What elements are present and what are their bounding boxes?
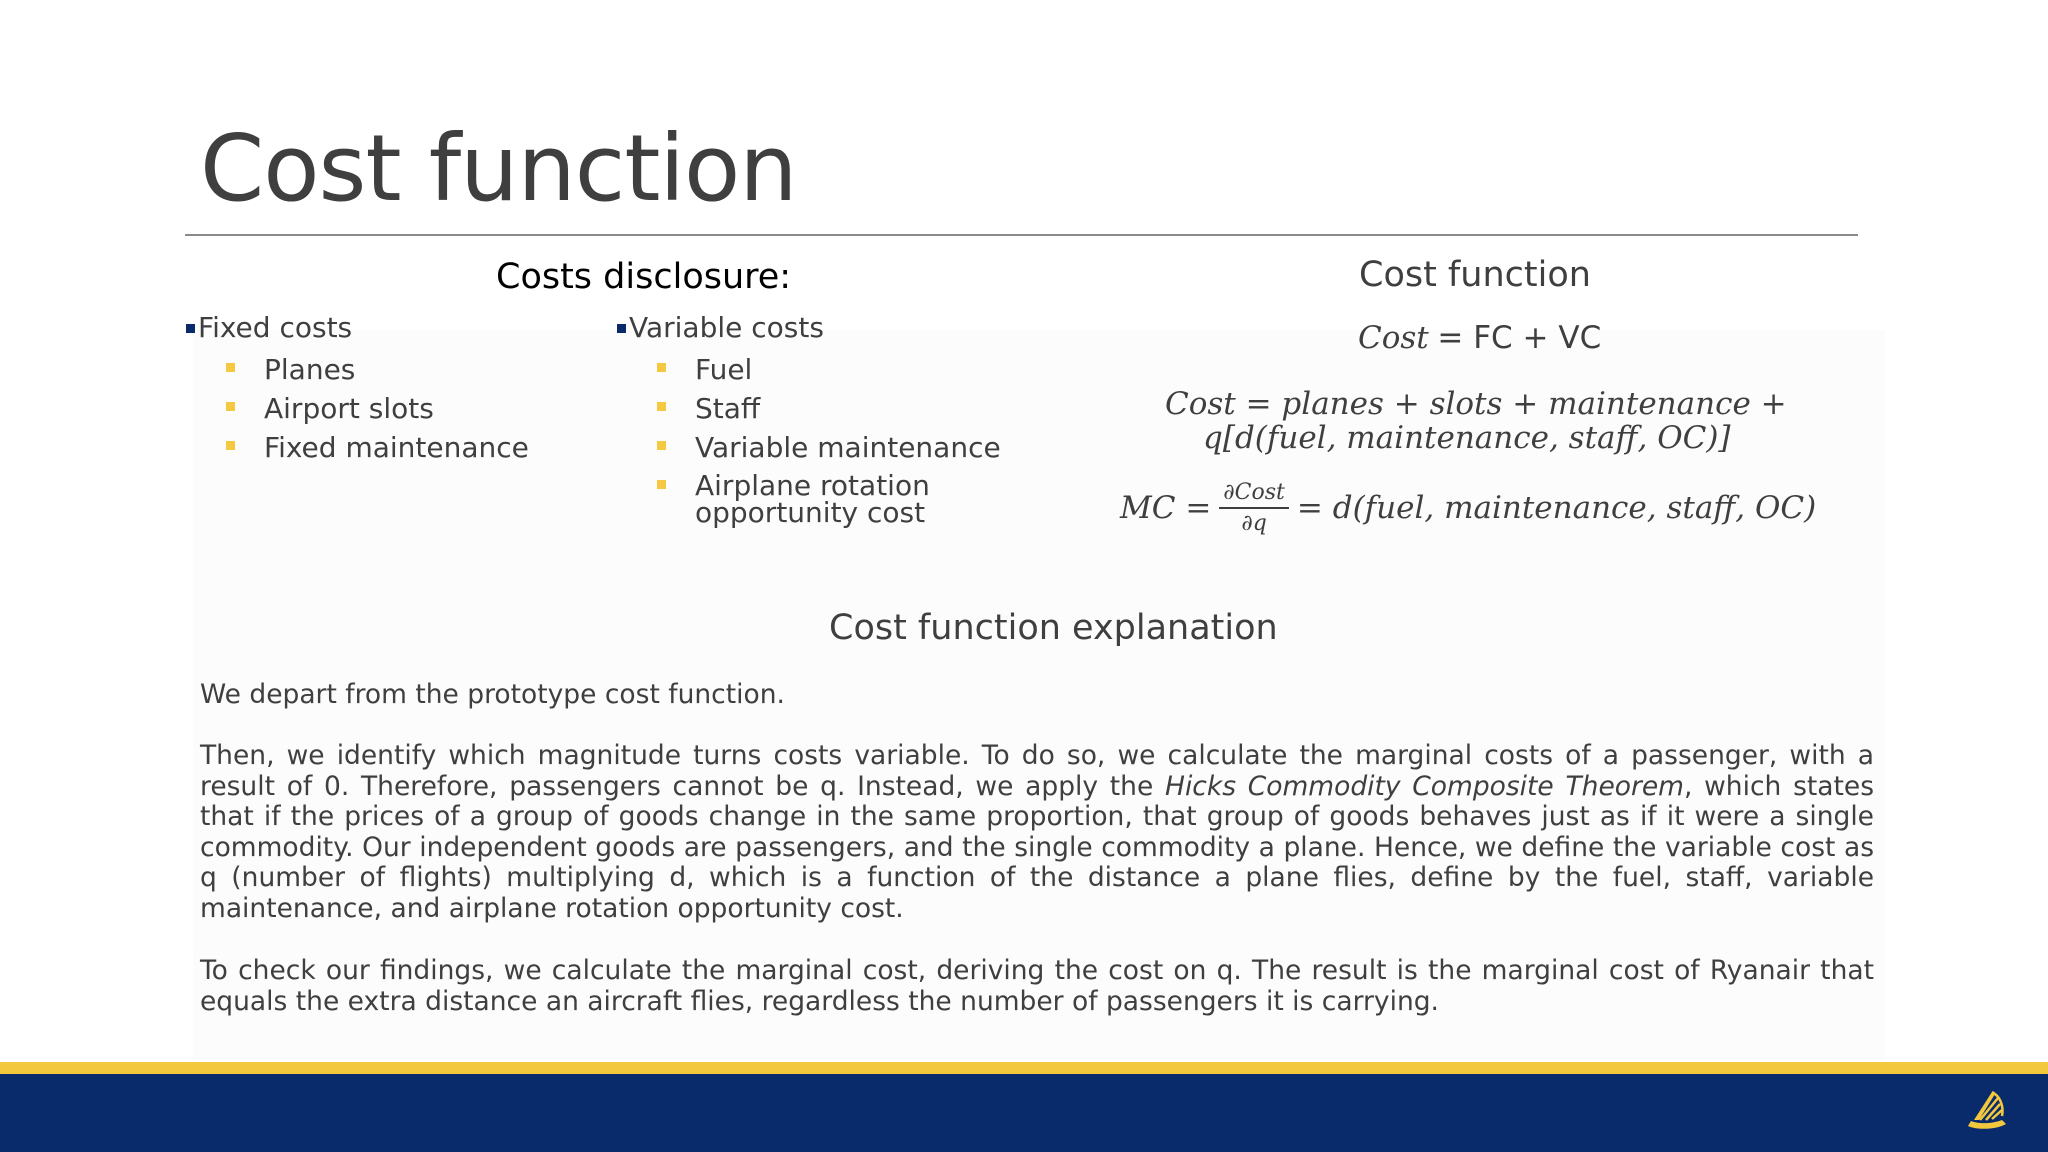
equation-mc-lhs: MC = (1120, 490, 1212, 526)
list-item (222, 394, 586, 424)
square-bullet-icon (226, 441, 235, 450)
fixed-costs-list (186, 310, 586, 463)
list-item (653, 394, 1037, 424)
square-bullet-icon (657, 363, 666, 372)
slide-title: Cost function (200, 115, 797, 222)
equation-mc-rhs: = d(fuel, maintenance, staff, OC) (1296, 490, 1817, 526)
square-bullet-icon (617, 324, 626, 333)
fixed-costs-header (186, 310, 586, 346)
square-bullet-icon (657, 480, 666, 489)
variable-costs-label: Variable costs (629, 311, 824, 344)
harp-logo-icon (1962, 1086, 2012, 1136)
list-item-label: Airport slots (264, 392, 434, 425)
explanation-heading: Cost function explanation (829, 608, 1278, 648)
variable-costs-list (617, 310, 1037, 529)
equation-total-cost (1358, 320, 1601, 356)
paragraph-text: Then, we identify which magnitude turns costs variable. To do so, we calculate the marginal costs of a passenger, with a result of 0. Therefore, passengers cannot be q. Instead, we apply the (200, 740, 1874, 802)
explanation-paragraph-1: We depart from the prototype cost function. (200, 679, 785, 710)
equation-rhs: = FC + VC (1437, 320, 1602, 356)
list-item-label: Variable maintenance (695, 431, 1001, 464)
square-bullet-icon (186, 324, 195, 333)
footer-gold-stripe (0, 1062, 2048, 1074)
list-item-label: Staff (695, 392, 761, 425)
cost-function-heading: Cost function (1359, 255, 1591, 295)
list-item-label: Airplane rotation (695, 469, 930, 502)
equation-marginal-cost (1120, 480, 1816, 536)
list-item (653, 433, 1037, 463)
theorem-name: Hicks Commodity Composite Theorem (1165, 770, 1684, 802)
square-bullet-icon (226, 363, 235, 372)
equation-cost-breakdown-line2: q[d(fuel, maintenance, staff, OC)] (1203, 420, 1731, 456)
fixed-costs-label: Fixed costs (198, 311, 353, 344)
list-item (222, 355, 586, 385)
equation-lhs: Cost (1358, 320, 1429, 356)
costs-disclosure-heading: Costs disclosure: (496, 257, 792, 297)
explanation-paragraph-3: To check our findings, we calculate the marginal cost, deriving the cost on q. The result is the marginal cost of Ryanair that equals the extra distance an aircraft flies, regardless the number of passengers it is carrying. (200, 955, 1874, 1017)
partial-derivative-fraction (1219, 480, 1289, 536)
square-bullet-icon (226, 402, 235, 411)
list-item (653, 355, 1037, 385)
variable-costs-header (617, 310, 1037, 346)
list-item-label-continued: opportunity cost (695, 496, 926, 529)
title-divider (185, 234, 1858, 236)
explanation-paragraph-2 (200, 741, 1874, 924)
footer-bar (0, 1074, 2048, 1152)
list-item-label: Planes (264, 353, 356, 386)
square-bullet-icon (657, 402, 666, 411)
equation-cost-breakdown-line1: Cost = planes + slots + maintenance + (1165, 386, 1787, 422)
fraction-denominator: ∂q (1241, 511, 1267, 536)
fraction-numerator: ∂Cost (1219, 480, 1289, 509)
list-item-label: Fuel (695, 353, 753, 386)
list-item (653, 469, 1037, 529)
square-bullet-icon (657, 441, 666, 450)
list-item (222, 433, 586, 463)
list-item-label: Fixed maintenance (264, 431, 529, 464)
paragraph-text: , which states that if the prices of a group of goods change in the same proportion, that group of goods behaves just as if it were a single commodity. Our independent goods are passengers, and the single commodity a plane. Hence, we define the variable cost as q (number of flights) multiplying d, which is a function of the distance a plane flies, define by the fuel, staff, variable maintenance, and airplane rotation opportunity cost. (200, 770, 1875, 924)
